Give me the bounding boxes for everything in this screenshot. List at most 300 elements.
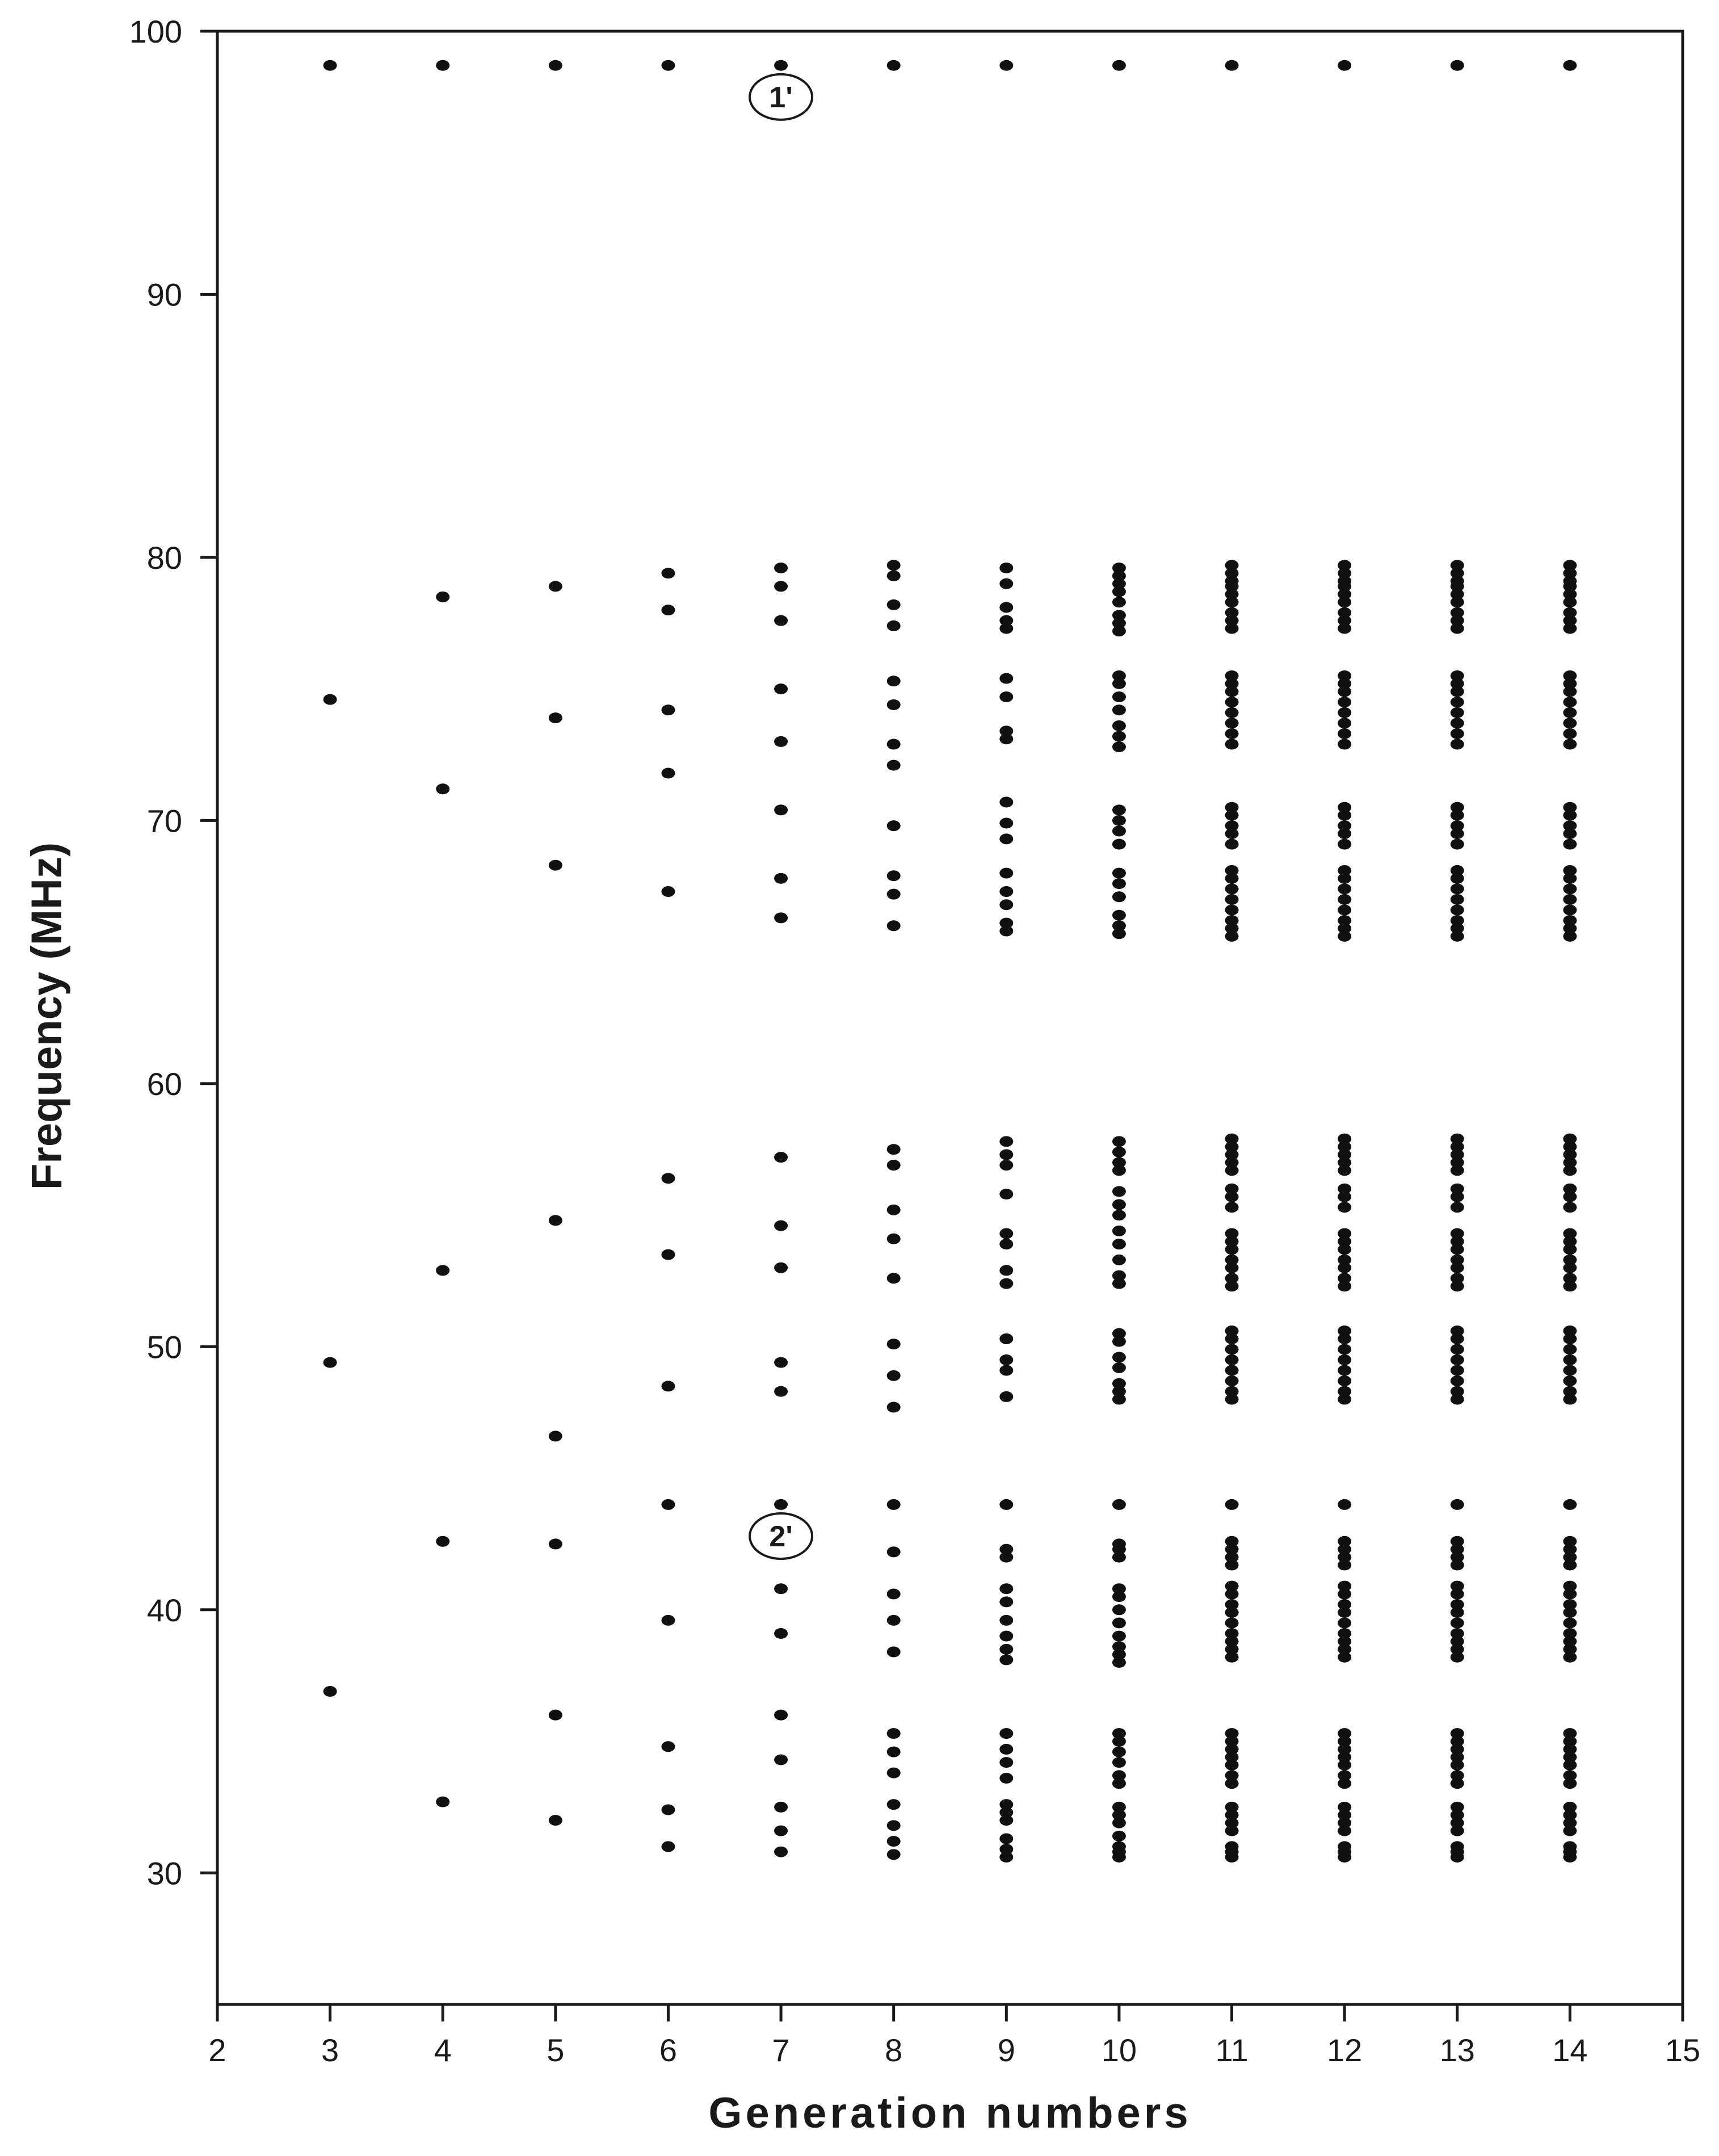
data-point xyxy=(1112,928,1126,939)
data-point xyxy=(1563,1826,1577,1836)
data-point xyxy=(999,868,1013,879)
data-point xyxy=(774,912,788,923)
data-point xyxy=(1563,1652,1577,1663)
data-point xyxy=(1225,1244,1239,1255)
data-point xyxy=(1451,894,1464,905)
data-point xyxy=(1451,739,1464,749)
y-tick-label: 100 xyxy=(129,14,182,49)
data-point xyxy=(774,1710,788,1721)
data-point xyxy=(999,1631,1013,1642)
data-point xyxy=(1225,739,1239,749)
data-point xyxy=(999,1596,1013,1607)
data-point xyxy=(661,767,675,778)
data-point xyxy=(661,1841,675,1852)
data-point xyxy=(1225,1560,1239,1571)
data-point xyxy=(1225,931,1239,942)
data-point xyxy=(1338,1344,1351,1354)
data-point xyxy=(774,1220,788,1231)
data-point xyxy=(1563,1852,1577,1863)
data-point xyxy=(1451,1499,1464,1510)
data-point xyxy=(549,712,562,723)
data-point xyxy=(1563,873,1577,884)
data-point xyxy=(999,926,1013,937)
data-point xyxy=(1451,623,1464,634)
data-point xyxy=(999,1552,1013,1563)
data-point xyxy=(1563,931,1577,942)
data-point xyxy=(1112,678,1126,689)
data-point xyxy=(1563,1560,1577,1571)
data-point xyxy=(999,563,1013,573)
data-point xyxy=(1225,1607,1239,1618)
data-point xyxy=(661,1249,675,1260)
data-point xyxy=(999,1160,1013,1171)
x-tick-label: 11 xyxy=(1215,2032,1249,2068)
data-point xyxy=(887,820,901,831)
data-point xyxy=(1225,1652,1239,1663)
data-point xyxy=(1338,1760,1351,1771)
x-axis-title: Generation numbers xyxy=(708,2089,1192,2137)
data-point xyxy=(1451,1617,1464,1628)
data-point xyxy=(774,1262,788,1273)
data-point xyxy=(1338,931,1351,942)
data-point xyxy=(1112,1210,1126,1220)
data-point xyxy=(549,1538,562,1549)
data-point xyxy=(887,676,901,686)
data-point xyxy=(1112,1278,1126,1289)
data-point xyxy=(1338,1281,1351,1291)
data-point xyxy=(774,581,788,592)
data-point xyxy=(549,1710,562,1721)
data-point xyxy=(1112,1239,1126,1249)
data-point xyxy=(999,1583,1013,1594)
data-point xyxy=(1112,1499,1126,1510)
y-tick-label: 30 xyxy=(146,1855,182,1891)
x-tick-label: 13 xyxy=(1439,2032,1475,2068)
data-point xyxy=(1225,1333,1239,1344)
annotation-label: 1' xyxy=(769,81,793,114)
data-point xyxy=(1112,815,1126,826)
annotation-marker xyxy=(750,1513,812,1559)
data-point xyxy=(999,1228,1013,1239)
data-point xyxy=(1451,810,1464,821)
data-point xyxy=(999,818,1013,829)
data-point xyxy=(1112,1336,1126,1347)
data-point xyxy=(1563,1192,1577,1202)
data-point xyxy=(661,1381,675,1391)
data-point xyxy=(887,60,901,71)
data-point xyxy=(887,739,901,749)
data-point xyxy=(999,1834,1013,1844)
data-point xyxy=(549,1215,562,1226)
data-point xyxy=(1563,623,1577,634)
data-point xyxy=(1563,1333,1577,1344)
data-point xyxy=(887,560,901,571)
data-point xyxy=(1112,1552,1126,1563)
data-point xyxy=(887,1402,901,1412)
data-point xyxy=(549,60,562,71)
data-point xyxy=(1112,1757,1126,1768)
data-point xyxy=(1451,1394,1464,1405)
data-point xyxy=(999,899,1013,910)
data-point xyxy=(999,1278,1013,1289)
data-point xyxy=(1451,1607,1464,1618)
data-point xyxy=(774,1802,788,1813)
data-point xyxy=(1451,1760,1464,1771)
data-point xyxy=(887,1588,901,1599)
data-point xyxy=(1225,686,1239,697)
data-point xyxy=(1225,1394,1239,1405)
data-point xyxy=(1112,1255,1126,1265)
data-point xyxy=(1338,1244,1351,1255)
data-point xyxy=(999,578,1013,589)
data-point xyxy=(887,1646,901,1657)
data-point xyxy=(887,599,901,610)
data-point xyxy=(1451,883,1464,894)
data-point xyxy=(1112,731,1126,742)
data-point xyxy=(999,673,1013,684)
data-point xyxy=(1225,828,1239,839)
data-point xyxy=(1563,707,1577,718)
data-point xyxy=(1563,697,1577,707)
data-point xyxy=(1112,910,1126,921)
data-point xyxy=(1225,597,1239,607)
data-point xyxy=(999,1757,1013,1768)
data-point xyxy=(1563,1344,1577,1354)
data-point xyxy=(1112,1362,1126,1373)
data-point xyxy=(1338,597,1351,607)
data-point xyxy=(1112,825,1126,836)
data-point xyxy=(1563,1778,1577,1789)
data-point xyxy=(999,602,1013,613)
data-point xyxy=(1338,739,1351,749)
data-point xyxy=(1225,1262,1239,1273)
data-point xyxy=(1563,1354,1577,1365)
data-point xyxy=(1451,1826,1464,1836)
x-tick-label: 3 xyxy=(321,2032,339,2068)
data-point xyxy=(1563,883,1577,894)
data-point xyxy=(1338,904,1351,915)
data-point xyxy=(1225,1588,1239,1599)
data-point xyxy=(999,623,1013,634)
data-point xyxy=(999,796,1013,807)
data-point xyxy=(1112,1165,1126,1176)
data-point xyxy=(1451,697,1464,707)
data-point xyxy=(774,615,788,626)
data-point xyxy=(887,1820,901,1831)
data-point xyxy=(999,1333,1013,1344)
data-point xyxy=(1112,741,1126,752)
data-point xyxy=(1338,728,1351,739)
data-point xyxy=(436,1536,449,1547)
data-point xyxy=(1338,718,1351,728)
data-point xyxy=(1112,1818,1126,1828)
data-point xyxy=(1338,1394,1351,1405)
data-point xyxy=(1112,1657,1126,1668)
data-point xyxy=(999,1365,1013,1376)
data-point xyxy=(1112,1226,1126,1236)
data-point xyxy=(1225,1826,1239,1836)
data-point xyxy=(887,1836,901,1847)
data-point xyxy=(1112,691,1126,702)
data-point xyxy=(323,60,337,71)
data-point xyxy=(1112,878,1126,889)
x-tick-label: 8 xyxy=(885,2032,903,2068)
data-point xyxy=(323,1357,337,1368)
data-point xyxy=(1112,1617,1126,1628)
data-point xyxy=(1112,1604,1126,1615)
data-point xyxy=(999,1189,1013,1199)
data-point xyxy=(887,1799,901,1810)
data-point xyxy=(999,1615,1013,1626)
data-point xyxy=(1112,891,1126,902)
data-point xyxy=(999,1744,1013,1755)
data-point xyxy=(1338,623,1351,634)
data-point xyxy=(1112,626,1126,636)
data-point xyxy=(436,1265,449,1276)
data-point xyxy=(1338,1607,1351,1618)
data-point xyxy=(1451,1588,1464,1599)
data-point xyxy=(887,870,901,881)
data-point xyxy=(1563,1607,1577,1618)
x-tick-label: 9 xyxy=(997,2032,1015,2068)
data-point xyxy=(774,1826,788,1836)
data-point xyxy=(1225,697,1239,707)
x-tick-label: 15 xyxy=(1665,2032,1701,2068)
data-point xyxy=(1338,1202,1351,1213)
data-point xyxy=(1563,1394,1577,1405)
data-point xyxy=(887,1747,901,1757)
data-point xyxy=(774,1583,788,1594)
y-tick-label: 60 xyxy=(146,1066,182,1102)
data-point xyxy=(1225,1760,1239,1771)
data-point xyxy=(549,1815,562,1826)
data-point xyxy=(1112,1736,1126,1747)
data-point xyxy=(323,1686,337,1697)
data-point xyxy=(1451,873,1464,884)
data-point xyxy=(1338,873,1351,884)
y-tick-label: 40 xyxy=(146,1592,182,1628)
data-point xyxy=(1225,873,1239,884)
data-point xyxy=(1225,60,1239,71)
data-point xyxy=(1563,1281,1577,1291)
data-point xyxy=(1338,839,1351,850)
data-point xyxy=(1451,1344,1464,1354)
x-tick-label: 4 xyxy=(434,2032,452,2068)
data-point xyxy=(1225,1165,1239,1176)
data-point xyxy=(1451,1281,1464,1291)
data-point xyxy=(887,1234,901,1244)
data-point xyxy=(999,1136,1013,1147)
data-point xyxy=(1112,586,1126,597)
x-tick-label: 2 xyxy=(208,2032,226,2068)
data-point xyxy=(999,1728,1013,1739)
data-point xyxy=(887,699,901,710)
data-point xyxy=(1451,839,1464,850)
data-point xyxy=(1451,1365,1464,1376)
data-point xyxy=(774,736,788,747)
data-point xyxy=(1338,883,1351,894)
data-point xyxy=(1451,1165,1464,1176)
data-point xyxy=(436,783,449,794)
data-point xyxy=(661,1499,675,1510)
data-point xyxy=(1225,1281,1239,1291)
data-point xyxy=(1451,597,1464,607)
data-point xyxy=(1112,1352,1126,1362)
data-point xyxy=(1451,1560,1464,1571)
data-point xyxy=(661,1805,675,1815)
data-point xyxy=(661,568,675,578)
annotation-label: 2' xyxy=(769,1520,793,1554)
data-point xyxy=(887,1728,901,1739)
data-point xyxy=(1112,597,1126,607)
data-point xyxy=(1338,1560,1351,1571)
data-point xyxy=(1563,894,1577,905)
data-point xyxy=(1112,839,1126,850)
y-tick-label: 80 xyxy=(146,539,182,576)
data-point xyxy=(774,1357,788,1368)
data-point xyxy=(1338,697,1351,707)
data-point xyxy=(999,1354,1013,1365)
data-point xyxy=(774,1386,788,1397)
data-point xyxy=(1338,1778,1351,1789)
data-point xyxy=(1112,1199,1126,1210)
data-point xyxy=(323,694,337,705)
data-point xyxy=(1225,1202,1239,1213)
data-point xyxy=(1563,1760,1577,1771)
x-tick-label: 12 xyxy=(1327,2032,1363,2068)
data-point xyxy=(1451,1333,1464,1344)
data-point xyxy=(661,60,675,71)
data-point xyxy=(887,760,901,771)
data-point xyxy=(1563,1262,1577,1273)
data-point xyxy=(1112,1591,1126,1602)
data-point xyxy=(999,733,1013,744)
data-point xyxy=(1338,810,1351,821)
data-point xyxy=(1225,718,1239,728)
data-point xyxy=(1338,1165,1351,1176)
data-point xyxy=(1451,1652,1464,1663)
data-point xyxy=(1225,810,1239,821)
data-point xyxy=(1338,894,1351,905)
data-point xyxy=(1112,1186,1126,1197)
y-tick-label: 90 xyxy=(146,276,182,313)
data-point xyxy=(1112,1136,1126,1147)
data-point xyxy=(1451,728,1464,739)
data-point xyxy=(887,920,901,931)
data-point xyxy=(999,1150,1013,1160)
data-point xyxy=(887,1546,901,1557)
data-point xyxy=(1112,720,1126,731)
data-point xyxy=(1112,1852,1126,1863)
data-point xyxy=(1563,810,1577,821)
data-point xyxy=(1225,1344,1239,1354)
data-point xyxy=(1338,1826,1351,1836)
data-point xyxy=(999,886,1013,897)
data-point xyxy=(1225,839,1239,850)
data-point xyxy=(1451,1375,1464,1386)
x-tick-label: 10 xyxy=(1101,2032,1137,2068)
data-point xyxy=(1563,904,1577,915)
data-point xyxy=(1451,828,1464,839)
data-point xyxy=(887,1370,901,1381)
data-point xyxy=(999,1852,1013,1863)
data-point xyxy=(1338,1588,1351,1599)
data-point xyxy=(774,804,788,815)
data-point xyxy=(1563,60,1577,71)
data-point xyxy=(1451,1202,1464,1213)
data-point xyxy=(1112,704,1126,715)
data-point xyxy=(887,1849,901,1860)
data-point xyxy=(661,605,675,615)
data-point xyxy=(1225,883,1239,894)
y-tick-label: 70 xyxy=(146,803,182,839)
data-point xyxy=(1225,623,1239,634)
data-point xyxy=(887,1160,901,1171)
y-axis-title: Frequency (MHz) xyxy=(23,842,71,1190)
data-point xyxy=(1112,804,1126,815)
data-point xyxy=(1563,739,1577,749)
data-point xyxy=(1112,1147,1126,1157)
annotation-marker xyxy=(750,74,812,120)
data-point xyxy=(999,60,1013,71)
data-point xyxy=(1112,1747,1126,1757)
data-point xyxy=(1338,1354,1351,1365)
data-point xyxy=(1451,707,1464,718)
data-point xyxy=(999,1773,1013,1784)
data-point xyxy=(774,1754,788,1765)
data-point xyxy=(887,1144,901,1155)
data-point xyxy=(1563,1499,1577,1510)
data-point xyxy=(1563,718,1577,728)
data-point xyxy=(1338,1262,1351,1273)
data-point xyxy=(661,1173,675,1184)
data-point xyxy=(774,60,788,71)
data-point xyxy=(661,1615,675,1626)
data-point xyxy=(1225,1617,1239,1628)
data-point xyxy=(887,1339,901,1349)
data-point xyxy=(1225,1778,1239,1789)
data-point xyxy=(1451,931,1464,942)
data-point xyxy=(1338,1852,1351,1863)
data-point xyxy=(887,1205,901,1215)
x-tick-label: 5 xyxy=(547,2032,565,2068)
data-point xyxy=(1563,1244,1577,1255)
data-point xyxy=(1338,1333,1351,1344)
data-point xyxy=(1225,1192,1239,1202)
data-point xyxy=(1338,686,1351,697)
data-point xyxy=(887,1615,901,1626)
data-point xyxy=(661,886,675,897)
data-point xyxy=(1225,1852,1239,1863)
data-point xyxy=(999,691,1013,702)
data-point xyxy=(1563,839,1577,850)
data-point xyxy=(1338,1499,1351,1510)
data-point xyxy=(1112,1631,1126,1642)
data-point xyxy=(1225,894,1239,905)
data-point xyxy=(661,704,675,715)
data-point xyxy=(887,571,901,581)
data-point xyxy=(436,60,449,71)
data-point xyxy=(999,1391,1013,1402)
data-point xyxy=(1225,1365,1239,1376)
data-point xyxy=(1451,1262,1464,1273)
data-point xyxy=(1112,1778,1126,1789)
data-point xyxy=(887,1273,901,1283)
data-point xyxy=(1112,868,1126,879)
data-point xyxy=(1451,686,1464,697)
data-point xyxy=(887,1768,901,1779)
data-point xyxy=(1338,828,1351,839)
